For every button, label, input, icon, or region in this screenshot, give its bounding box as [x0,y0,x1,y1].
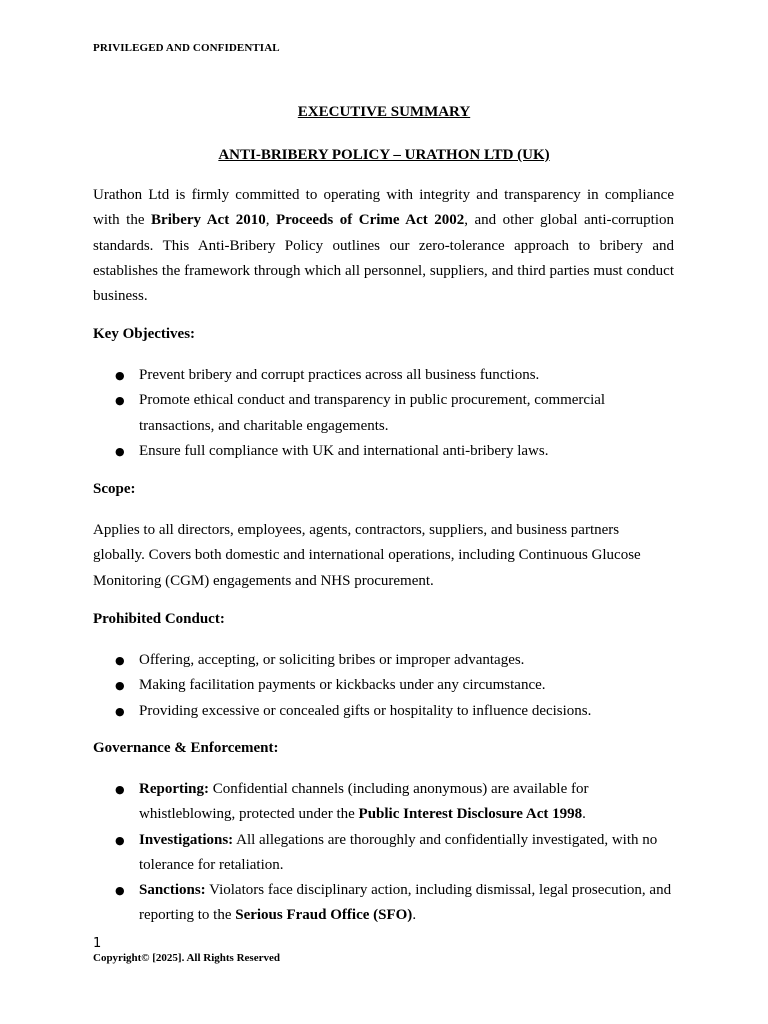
page-number: 1 [93,936,102,951]
investigations-item [93,828,683,879]
list-item: ● Making facilitation payments or kickbacks under any circumstance. [93,673,683,698]
list-item: ● Promote ethical conduct and transparency in public procurement, commercial transactions, and charitable engagements. [93,388,683,439]
intro-text-3: , and other global anti-corruption standards. This Anti-Bribery Policy outlines our zero-tolerance approach to bribery and establishes the framework through which all personnel, suppliers, and third parties must conduct business. [93,212,674,305]
document-title: EXECUTIVE SUMMARY [297,104,471,120]
intro-bold-proceeds-act: Proceeds of Crime Act 2002 [276,212,465,229]
objectives-list [93,363,683,464]
sanctions-text: Violators face disciplinary action, including dismissal, legal prosecution, and reporting to the [139,882,672,924]
intro-bold-bribery-act: Bribery Act 2010 [151,212,266,229]
list-item: ● Offering, accepting, or soliciting bribes or improper advantages. [93,648,683,673]
intro-text-2: , [265,212,276,229]
reporting-label: Reporting: [139,781,209,797]
governance-heading: Governance & Enforcement: [93,740,279,756]
sanctions-label: Sanctions: [139,882,206,899]
objectives-heading: Key Objectives: [93,326,196,342]
list-item: ● Providing excessive or concealed gifts or hospitality to influence decisions. [93,699,683,724]
list-item: ● Ensure full compliance with UK and international anti-bribery laws. [93,439,683,464]
reporting-text: Confidential channels (including anonymous) are available for whistleblowing, protected under the [139,781,589,823]
prohibited-heading: Prohibited Conduct: [93,611,225,627]
sanctions-item [93,878,683,929]
sanctions-sfo: Serious Fraud Office (SFO) [235,907,413,924]
prohibited-list [93,648,683,724]
intro-paragraph [93,183,674,309]
list-item: ● Prevent bribery and corrupt practices across all business functions. [93,363,683,388]
sanctions-end: . [412,907,417,924]
policy-title: ANTI-BRIBERY POLICY – URATHON LTD (UK) [218,147,550,163]
confidentiality-header: PRIVILEGED AND CONFIDENTIAL [93,42,280,54]
reporting-end: . [582,806,586,823]
governance-list [93,777,683,929]
scope-paragraph: Applies to all directors, employees, agents, contractors, suppliers, and business partners globally. Covers both domestic and international operations, including Continuous Glucose Monitoring (CGM) engagements and NHS procurement. [93,522,641,589]
investigations-text: All allegations are thoroughly and confidentially investigated, with no tolerance for retaliation. [139,831,658,873]
copyright-footer: Copyright© [2025]. All Rights Reserved [93,952,280,964]
reporting-item [93,777,683,828]
intro-text-1: Urathon Ltd is firmly committed to operating with integrity and transparency in compliance with the [93,187,674,229]
reporting-act: Public Interest Disclosure Act 1998 [358,806,583,823]
investigations-label: Investigations: [139,831,234,848]
scope-heading: Scope: [93,481,136,497]
